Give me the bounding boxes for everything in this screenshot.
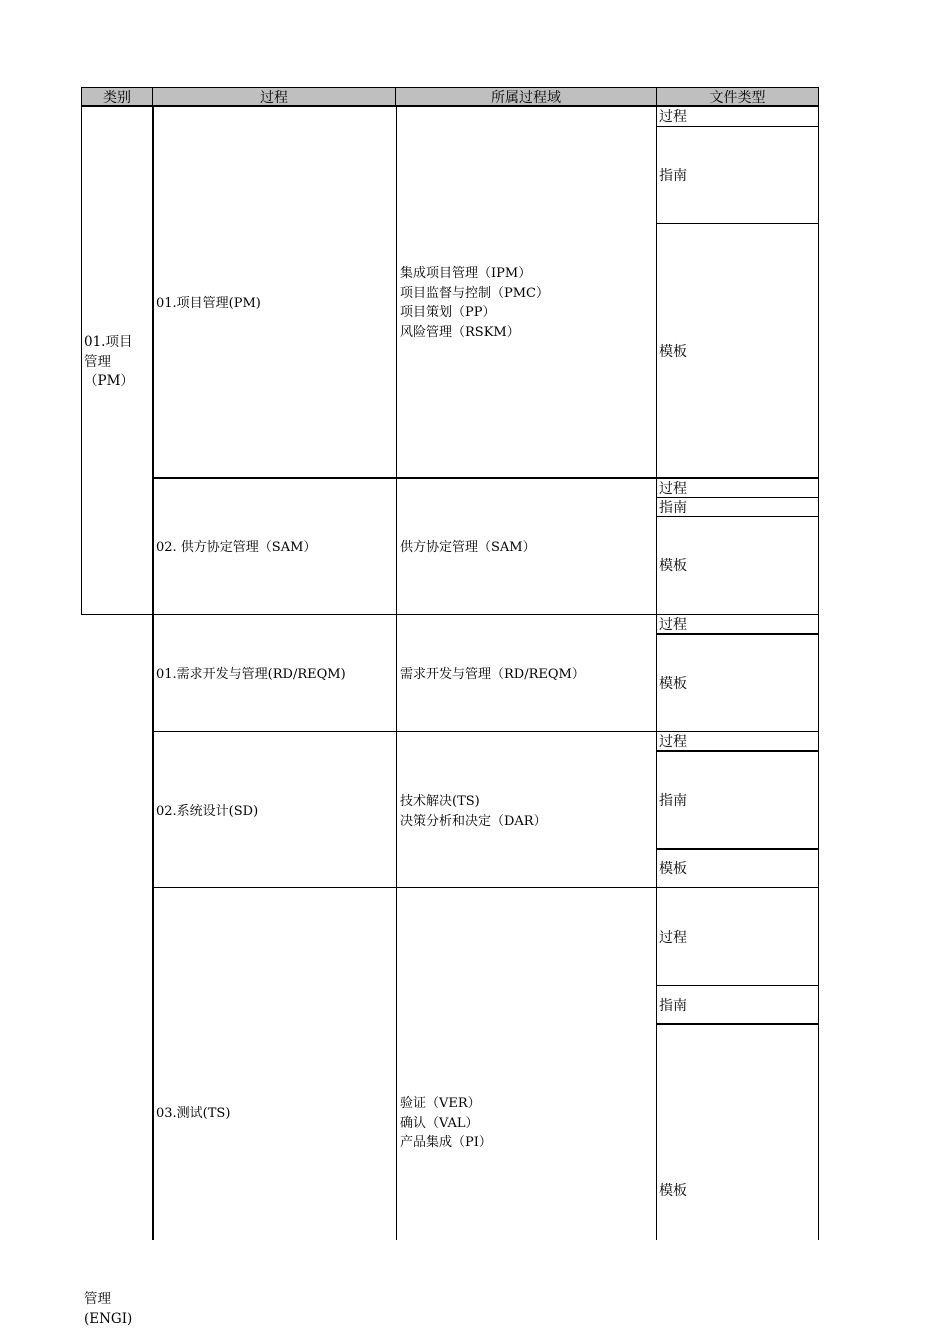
header-domain: 所属过程域 <box>396 87 657 107</box>
domain-rd: 需求开发与管理（RD/REQM） <box>400 667 585 682</box>
grid-line <box>656 107 657 1240</box>
grid-line <box>152 107 154 1240</box>
grid-line <box>153 731 819 732</box>
grid-line <box>153 887 819 888</box>
domain-sam: 供方协定管理（SAM） <box>400 540 536 555</box>
grid-line <box>657 1023 819 1025</box>
header-file-type: 文件类型 <box>657 87 819 107</box>
process-rd: 01.需求开发与管理(RD/REQM) <box>156 667 346 682</box>
grid-line <box>153 477 819 479</box>
grid-line <box>81 107 82 614</box>
filetype-process: 过程 <box>659 734 687 750</box>
filetype-template: 模板 <box>659 861 687 877</box>
domain-sd: 技术解决(TS) 决策分析和决定（DAR） <box>400 794 547 829</box>
category-pm: 01.项目 管理 （PM） <box>84 334 134 389</box>
filetype-guide: 指南 <box>659 500 687 516</box>
filetype-process: 过程 <box>659 930 687 946</box>
filetype-guide: 指南 <box>659 998 687 1014</box>
process-ts: 03.测试(TS) <box>156 1106 231 1121</box>
category-engi-tail: 管理 (ENGI) <box>84 1291 133 1327</box>
filetype-template: 模板 <box>659 1183 687 1199</box>
filetype-guide: 指南 <box>659 793 687 809</box>
header-category: 类别 <box>81 87 153 107</box>
filetype-template: 模板 <box>659 344 687 360</box>
grid-line <box>81 614 819 615</box>
domain-pm: 集成项目管理（IPM） 项目监督与控制（PMC） 项目策划（PP） 风险管理（RSKM） <box>400 266 550 340</box>
filetype-guide: 指南 <box>659 168 687 184</box>
header-process: 过程 <box>153 87 396 107</box>
filetype-template: 模板 <box>659 676 687 692</box>
domain-ts: 验证（VER） 确认（VAL） 产品集成（PI） <box>400 1096 492 1150</box>
grid-line <box>657 223 819 224</box>
grid-line <box>818 107 819 1240</box>
process-sd: 02.系统设计(SD) <box>156 804 259 819</box>
process-sam: 02. 供方协定管理（SAM） <box>156 540 317 555</box>
filetype-process: 过程 <box>659 481 687 497</box>
grid-line <box>657 985 819 986</box>
grid-line <box>396 107 397 1240</box>
filetype-template: 模板 <box>659 558 687 574</box>
filetype-process: 过程 <box>659 109 687 125</box>
process-pm: 01.项目管理(PM) <box>156 296 261 311</box>
filetype-process: 过程 <box>659 617 687 633</box>
grid-line <box>657 848 819 850</box>
